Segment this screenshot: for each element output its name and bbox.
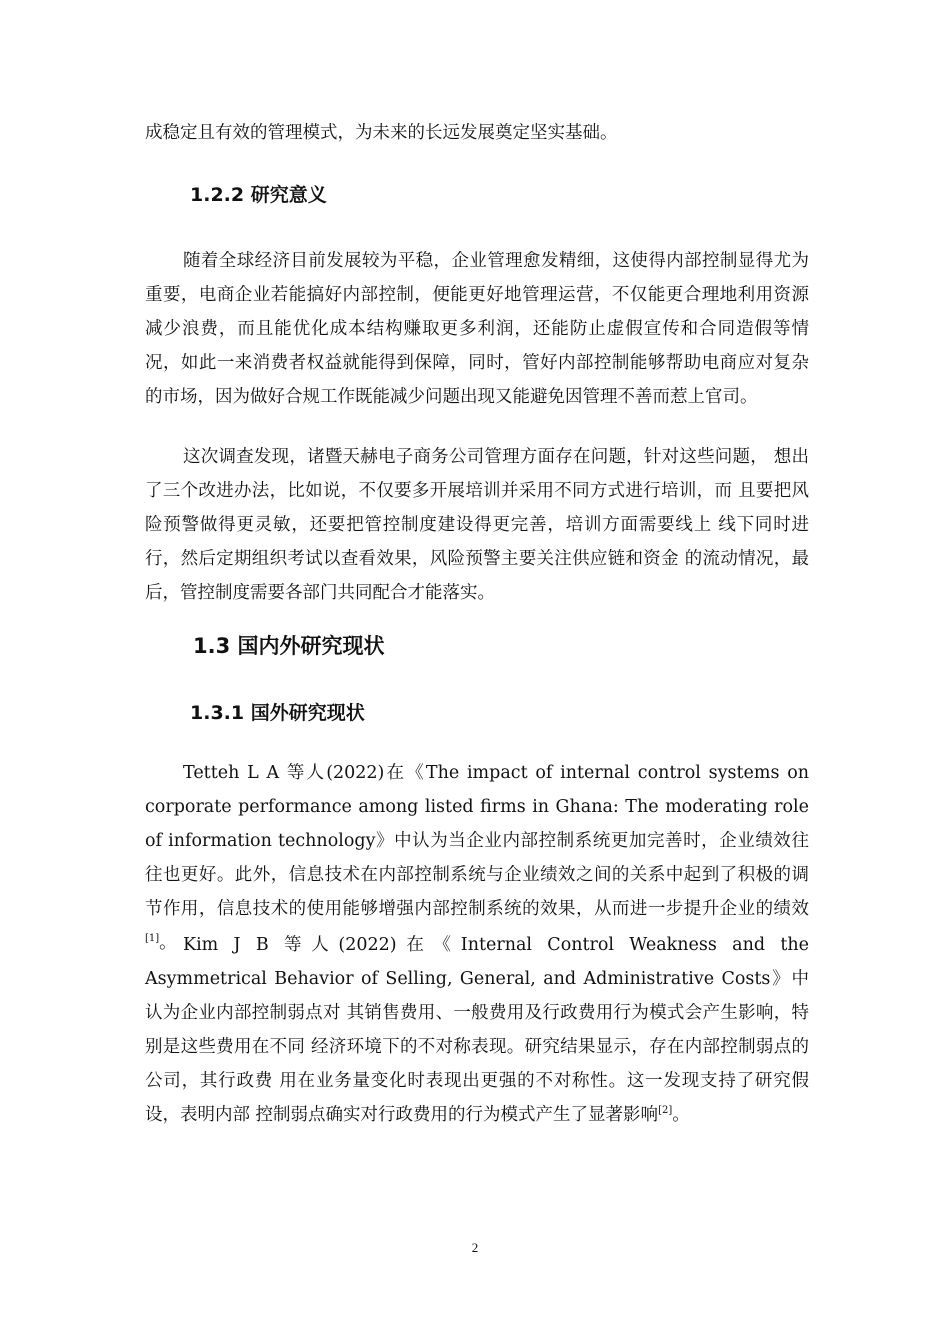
paragraph-2-end: 。 [672, 1105, 690, 1125]
section-heading-1-3: 1.3 国内外研究现状 [193, 634, 385, 658]
section-heading-1-2-2: 1.2.2 研究意义 [190, 184, 327, 206]
foreign-research-paragraph-2 [145, 928, 809, 1132]
section-heading-1-3-1: 1.3.1 国外研究现状 [190, 702, 365, 724]
page-number: 2 [471, 1240, 479, 1255]
foreign-research-paragraph-1-text: Tetteh L A 等人(2022)在《The impact of internal control systems on corporate performance among listed firms in Ghana: The moderating role of information technology》中认为当企业内部控制系统更加完善时，企业绩效往往也更好。此外，信息技术在内部控制系统与企业绩效之间的关系中起到了积极的调节作用，信息技术的使用能够增强内部控制系统的效果，从而进一步提升企业的绩效 [145, 763, 809, 919]
research-significance-paragraph-1: 随着全球经济目前发展较为平稳，企业管理愈发精细，这使得内部控制显得尤为重要，电商企业若能搞好内部控制，便能更好地管理运营，不仅能更合理地利用资源减少浪费，而且能优化成本结构赚取更多利润，还能防止虚假宣传和合同造假等情况，如此一来消费者权益就能得到保障，同时，管好内部控制能够帮助电商应对复杂的市场，因为做好合规工作既能减少问题出现又能避免因管理不善而惹上官司。 [145, 251, 809, 407]
citation-1: [1] [145, 933, 160, 945]
intro-paragraph-tail: 成稳定且有效的管理模式，为未来的长远发展奠定坚实基础。 [145, 123, 618, 143]
paragraph-1-end: 。 [159, 933, 177, 953]
research-significance-paragraph-2: 这次调查发现，诸暨天赫电子商务公司管理方面存在问题，针对这些问题， 想出了三个改进办法，比如说，不仅要多开展培训并采用不同方式进行培训，而 且要把风险预警做得更灵敏，还要把管控制度建设得更完善，培训方面需要线上 线下同时进行，然后定期组织考试以查看效果，风险预警主要关注供应链和资金 的流动情况，最后，管控制度需要各部门共同配合才能落实。 [145, 447, 809, 603]
foreign-research-paragraph-2-text: Kim J B 等人(2022)在《Internal Control Weakness and the Asymmetrical Behavior of Selling, General, and Administrative Costs》中认为企业内部控制弱点对 其销售费用、一般费用及行政费用行为模式会产生影响，特别是这些费用在不同 经济环境下的不对称表现。研究结果显示，存在内部控制弱点的公司，其行政费 用在业务量变化时表现出更强的不对称性。这一发现支持了研究假设，表明内部 控制弱点确实对行政费用的行为模式产生了显著影响 [145, 935, 809, 1125]
citation-2: [2] [658, 1105, 673, 1117]
